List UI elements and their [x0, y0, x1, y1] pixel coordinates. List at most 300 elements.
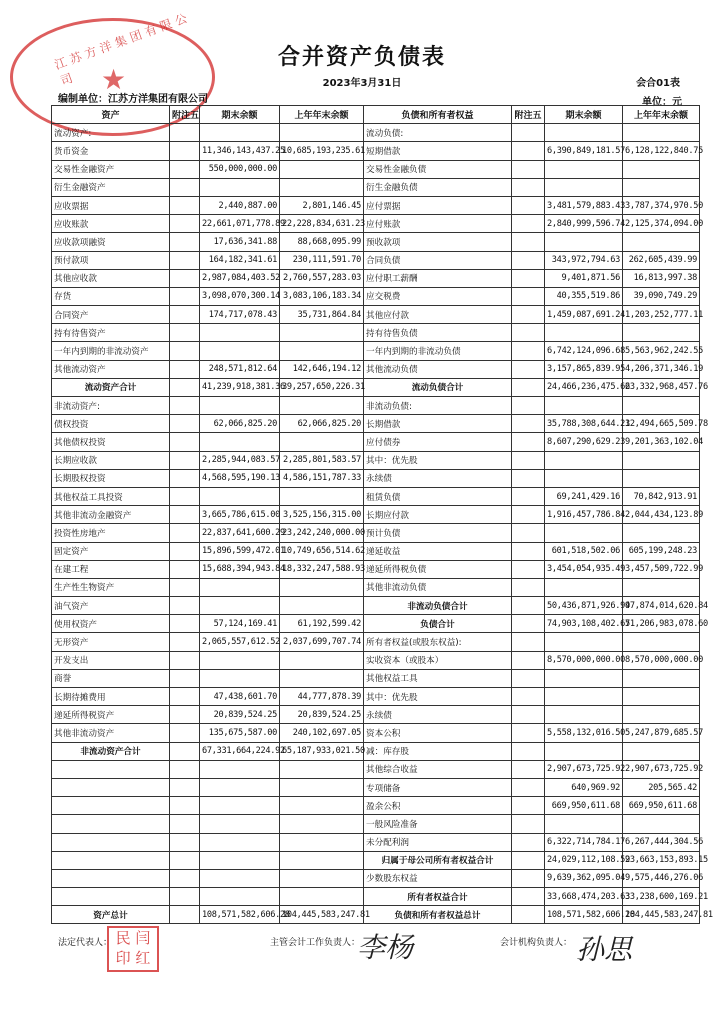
amount-cell — [280, 433, 364, 451]
row-label: 一年内到期的非流动资产 — [52, 342, 170, 360]
amount-cell — [623, 742, 700, 760]
note-cell — [512, 669, 545, 687]
note-cell — [512, 851, 545, 869]
amount-cell: 24,029,112,108.59 — [545, 851, 623, 869]
row-label: 应收票据 — [52, 196, 170, 214]
accounting-org-head-label: 会计机构负责人： — [500, 938, 573, 948]
note-cell — [170, 433, 200, 451]
currency-unit: 单位：元 — [642, 97, 682, 108]
amount-cell: 39,257,650,226.31 — [280, 378, 364, 396]
amount-cell — [623, 524, 700, 542]
amount-cell — [623, 324, 700, 342]
amount-cell — [623, 688, 700, 706]
note-cell — [170, 815, 200, 833]
amount-cell: 22,837,641,600.29 — [200, 524, 280, 542]
amount-cell — [280, 815, 364, 833]
amount-cell: 3,525,156,315.00 — [280, 506, 364, 524]
amount-cell — [200, 833, 280, 851]
note-cell — [170, 524, 200, 542]
amount-cell — [200, 487, 280, 505]
note-cell — [512, 688, 545, 706]
amount-cell: 4,568,595,190.13 — [200, 469, 280, 487]
note-cell — [170, 415, 200, 433]
table-row — [52, 833, 700, 851]
note-cell — [170, 506, 200, 524]
table-row — [52, 669, 700, 687]
row-label: 资本公积 — [364, 724, 512, 742]
amount-cell — [623, 706, 700, 724]
table-row — [52, 324, 700, 342]
table-row — [52, 815, 700, 833]
row-label: 永续债 — [364, 469, 512, 487]
row-label — [52, 833, 170, 851]
amount-cell: 61,192,599.42 — [280, 615, 364, 633]
amount-cell: 9,401,871.56 — [545, 269, 623, 287]
amount-cell — [280, 651, 364, 669]
amount-cell — [200, 869, 280, 887]
row-label: 货币资金 — [52, 142, 170, 160]
amount-cell: 1,203,252,777.11 — [623, 306, 700, 324]
note-cell — [512, 724, 545, 742]
note-cell — [170, 306, 200, 324]
row-label: 所有者权益(或股东权益): — [364, 633, 512, 651]
table-row — [52, 506, 700, 524]
amount-cell: 2,801,146.45 — [280, 196, 364, 214]
amount-cell: 2,125,374,094.00 — [623, 215, 700, 233]
table-row — [52, 633, 700, 651]
amount-cell: 15,688,394,943.84 — [200, 560, 280, 578]
row-label: 永续债 — [364, 706, 512, 724]
row-label — [52, 888, 170, 906]
amount-cell: 8,570,000,000.00 — [623, 651, 700, 669]
amount-cell — [200, 851, 280, 869]
row-label: 长期借款 — [364, 415, 512, 433]
table-row — [52, 124, 700, 142]
note-cell — [512, 633, 545, 651]
table-row — [52, 160, 700, 178]
note-cell — [170, 451, 200, 469]
row-label: 其他权益工具投资 — [52, 487, 170, 505]
amount-cell — [545, 451, 623, 469]
amount-cell — [545, 742, 623, 760]
amount-cell: 65,187,933,021.50 — [280, 742, 364, 760]
row-label: 应付账款 — [364, 215, 512, 233]
note-cell — [512, 233, 545, 251]
note-cell — [170, 287, 200, 305]
note-cell — [512, 706, 545, 724]
col-header: 上年年末余额 — [280, 106, 364, 124]
amount-cell — [623, 178, 700, 196]
note-cell — [512, 869, 545, 887]
row-label: 无形资产 — [52, 633, 170, 651]
amount-cell — [280, 124, 364, 142]
amount-cell — [280, 778, 364, 796]
note-cell — [512, 578, 545, 596]
table-row — [52, 269, 700, 287]
table-row — [52, 688, 700, 706]
amount-cell — [545, 669, 623, 687]
note-cell — [512, 124, 545, 142]
note-cell — [170, 760, 200, 778]
amount-cell — [200, 324, 280, 342]
amount-cell: 57,124,169.41 — [200, 615, 280, 633]
amount-cell: 2,044,434,123.89 — [623, 506, 700, 524]
note-cell — [170, 688, 200, 706]
row-label: 预收款项 — [364, 233, 512, 251]
table-row — [52, 233, 700, 251]
note-cell — [170, 833, 200, 851]
amount-cell — [200, 178, 280, 196]
row-label — [52, 815, 170, 833]
row-label: 生产性生物资产 — [52, 578, 170, 596]
table-row — [52, 760, 700, 778]
row-label: 未分配利润 — [364, 833, 512, 851]
row-label: 预付款项 — [52, 251, 170, 269]
note-cell — [170, 724, 200, 742]
table-row — [52, 342, 700, 360]
amount-cell — [280, 833, 364, 851]
row-label: 流动负债: — [364, 124, 512, 142]
amount-cell: 44,777,878.39 — [280, 688, 364, 706]
note-cell — [512, 397, 545, 415]
balance-sheet-table — [51, 105, 713, 924]
col-header: 负债和所有者权益 — [364, 106, 512, 124]
amount-cell — [545, 324, 623, 342]
amount-cell: 2,440,887.00 — [200, 196, 280, 214]
note-cell — [170, 651, 200, 669]
amount-cell — [200, 397, 280, 415]
amount-cell: 2,907,673,725.92 — [623, 760, 700, 778]
amount-cell — [280, 797, 364, 815]
row-label: 应付债券 — [364, 433, 512, 451]
table-row — [52, 888, 700, 906]
note-cell — [512, 542, 545, 560]
note-cell — [512, 742, 545, 760]
row-label: 应收款项融资 — [52, 233, 170, 251]
amount-cell: 8,607,290,629.23 — [545, 433, 623, 451]
amount-cell: 74,903,108,402.65 — [545, 615, 623, 633]
amount-cell: 640,969.92 — [545, 778, 623, 796]
row-label: 长期待摊费用 — [52, 688, 170, 706]
note-cell — [512, 178, 545, 196]
amount-cell: 248,571,812.64 — [200, 360, 280, 378]
row-label: 其他非流动资产 — [52, 724, 170, 742]
row-label: 固定资产 — [52, 542, 170, 560]
amount-cell: 11,346,143,437.25 — [200, 142, 280, 160]
amount-cell: 3,083,106,183.34 — [280, 287, 364, 305]
note-cell — [512, 451, 545, 469]
row-label: 减：库存股 — [364, 742, 512, 760]
table-row — [52, 142, 700, 160]
amount-cell: 605,199,248.23 — [623, 542, 700, 560]
row-label: 负债合计 — [364, 615, 512, 633]
note-cell — [512, 269, 545, 287]
table-header-row — [52, 106, 700, 124]
row-label: 存货 — [52, 287, 170, 305]
amount-cell: 39,090,749.29 — [623, 287, 700, 305]
row-label: 少数股东权益 — [364, 869, 512, 887]
note-cell — [170, 196, 200, 214]
row-label: 其他非流动金融资产 — [52, 506, 170, 524]
note-cell — [512, 906, 545, 924]
note-cell — [512, 888, 545, 906]
amount-cell — [623, 815, 700, 833]
table-row — [52, 251, 700, 269]
amount-cell — [200, 669, 280, 687]
note-cell — [170, 469, 200, 487]
amount-cell: 41,239,918,381.36 — [200, 378, 280, 396]
legal-rep-label: 法定代表人： — [58, 938, 113, 948]
note-cell — [170, 633, 200, 651]
amount-cell: 33,668,474,203.63 — [545, 888, 623, 906]
note-cell — [170, 615, 200, 633]
row-label: 其他应付款 — [364, 306, 512, 324]
amount-cell: 50,436,871,926.99 — [545, 597, 623, 615]
amount-cell — [200, 778, 280, 796]
table-row — [52, 597, 700, 615]
amount-cell: 174,717,078.43 — [200, 306, 280, 324]
row-label: 开发支出 — [52, 651, 170, 669]
table-row — [52, 615, 700, 633]
note-cell — [512, 760, 545, 778]
amount-cell: 4,586,151,787.33 — [280, 469, 364, 487]
table-row — [52, 287, 700, 305]
amount-cell: 142,646,194.12 — [280, 360, 364, 378]
row-label: 长期应付款 — [364, 506, 512, 524]
row-label: 应付职工薪酬 — [364, 269, 512, 287]
amount-cell — [280, 869, 364, 887]
amount-cell — [200, 342, 280, 360]
amount-cell — [280, 851, 364, 869]
row-label: 其中：优先股 — [364, 688, 512, 706]
note-cell — [512, 487, 545, 505]
amount-cell — [545, 578, 623, 596]
row-label — [52, 869, 170, 887]
amount-cell: 3,787,374,970.50 — [623, 196, 700, 214]
note-cell — [170, 742, 200, 760]
amount-cell — [545, 233, 623, 251]
amount-cell — [280, 888, 364, 906]
amount-cell: 4,206,371,346.19 — [623, 360, 700, 378]
amount-cell — [623, 233, 700, 251]
note-cell — [170, 142, 200, 160]
table-row — [52, 415, 700, 433]
amount-cell: 10,685,193,235.61 — [280, 142, 364, 160]
amount-cell — [280, 324, 364, 342]
row-label: 其他应收款 — [52, 269, 170, 287]
report-date: 2023年3月31日 — [322, 78, 402, 89]
amount-cell — [280, 487, 364, 505]
amount-cell: 9,201,363,102.04 — [623, 433, 700, 451]
amount-cell: 2,760,557,283.03 — [280, 269, 364, 287]
row-label: 流动负债合计 — [364, 378, 512, 396]
amount-cell: 47,874,014,620.84 — [623, 597, 700, 615]
amount-cell: 2,907,673,725.92 — [545, 760, 623, 778]
row-label: 在建工程 — [52, 560, 170, 578]
row-label: 非流动资产合计 — [52, 742, 170, 760]
amount-cell — [280, 669, 364, 687]
amount-cell: 9,639,362,095.04 — [545, 869, 623, 887]
amount-cell — [200, 124, 280, 142]
row-label: 资产总计 — [52, 906, 170, 924]
table-row — [52, 906, 700, 924]
amount-cell: 8,570,000,000.00 — [545, 651, 623, 669]
accounting-head-signature: 李杨 — [357, 931, 414, 964]
amount-cell: 3,157,865,839.95 — [545, 360, 623, 378]
note-cell — [512, 360, 545, 378]
row-label: 商誉 — [52, 669, 170, 687]
note-cell — [512, 324, 545, 342]
amount-cell — [280, 760, 364, 778]
row-label: 非流动负债: — [364, 397, 512, 415]
note-cell — [512, 615, 545, 633]
note-cell — [170, 215, 200, 233]
row-label: 其他流动负债 — [364, 360, 512, 378]
table-row — [52, 378, 700, 396]
row-label: 递延收益 — [364, 542, 512, 560]
amount-cell: 6,267,444,304.56 — [623, 833, 700, 851]
page-title: 合并资产负债表 — [277, 44, 446, 70]
amount-cell: 23,332,968,457.76 — [623, 378, 700, 396]
amount-cell: 3,098,070,300.14 — [200, 287, 280, 305]
col-header: 资产 — [52, 106, 170, 124]
table-row — [52, 360, 700, 378]
amount-cell: 35,731,864.84 — [280, 306, 364, 324]
row-label: 其他流动资产 — [52, 360, 170, 378]
amount-cell: 2,037,699,707.74 — [280, 633, 364, 651]
amount-cell: 22,661,071,778.89 — [200, 215, 280, 233]
row-label: 应付票据 — [364, 196, 512, 214]
row-label: 衍生金融资产 — [52, 178, 170, 196]
row-label: 衍生金融负债 — [364, 178, 512, 196]
accounting-org-head-signature: 孙思 — [576, 933, 633, 966]
note-cell — [512, 597, 545, 615]
row-label: 流动资产合计 — [52, 378, 170, 396]
amount-cell: 10,749,656,514.62 — [280, 542, 364, 560]
note-cell — [170, 906, 200, 924]
amount-cell: 5,558,132,016.50 — [545, 724, 623, 742]
note-cell — [170, 706, 200, 724]
amount-cell: 3,454,054,935.49 — [545, 560, 623, 578]
table-row — [52, 397, 700, 415]
amount-cell: 104,445,583,247.81 — [623, 906, 700, 924]
amount-cell — [545, 469, 623, 487]
note-cell — [170, 597, 200, 615]
amount-cell — [200, 651, 280, 669]
note-cell — [512, 778, 545, 796]
amount-cell: 15,896,599,472.01 — [200, 542, 280, 560]
amount-cell: 205,565.42 — [623, 778, 700, 796]
amount-cell: 5,247,879,685.57 — [623, 724, 700, 742]
row-label: 租赁负债 — [364, 487, 512, 505]
amount-cell: 69,241,429.16 — [545, 487, 623, 505]
row-label: 其他债权投资 — [52, 433, 170, 451]
row-label: 持有待售负债 — [364, 324, 512, 342]
amount-cell: 32,494,665,509.78 — [623, 415, 700, 433]
amount-cell — [545, 688, 623, 706]
amount-cell — [200, 578, 280, 596]
row-label: 交易性金融负债 — [364, 160, 512, 178]
note-cell — [170, 487, 200, 505]
table-row — [52, 742, 700, 760]
accounting-head-label: 主管会计工作负责人： — [270, 938, 361, 948]
note-cell — [170, 542, 200, 560]
amount-cell: 40,355,519.86 — [545, 287, 623, 305]
amount-cell — [545, 124, 623, 142]
amount-cell: 135,675,587.00 — [200, 724, 280, 742]
amount-cell: 2,065,557,612.52 — [200, 633, 280, 651]
amount-cell: 343,972,794.63 — [545, 251, 623, 269]
amount-cell: 22,228,834,631.23 — [280, 215, 364, 233]
amount-cell: 1,459,087,691.24 — [545, 306, 623, 324]
amount-cell: 2,987,084,403.52 — [200, 269, 280, 287]
amount-cell: 240,102,697.05 — [280, 724, 364, 742]
amount-cell — [545, 397, 623, 415]
amount-cell: 24,466,236,475.66 — [545, 378, 623, 396]
note-cell — [170, 869, 200, 887]
row-label: 使用权资产 — [52, 615, 170, 633]
note-cell — [512, 524, 545, 542]
amount-cell: 20,839,524.25 — [200, 706, 280, 724]
note-cell — [170, 778, 200, 796]
table-row — [52, 560, 700, 578]
table-row — [52, 178, 700, 196]
row-label: 流动资产: — [52, 124, 170, 142]
note-cell — [512, 160, 545, 178]
amount-cell: 108,571,582,606.28 — [545, 906, 623, 924]
table-row — [52, 306, 700, 324]
amount-cell — [280, 397, 364, 415]
note-cell — [170, 269, 200, 287]
col-header: 附注五 — [512, 106, 545, 124]
note-cell — [170, 251, 200, 269]
amount-cell — [200, 815, 280, 833]
amount-cell — [200, 597, 280, 615]
amount-cell: 2,840,999,596.74 — [545, 215, 623, 233]
amount-cell: 18,332,247,588.93 — [280, 560, 364, 578]
amount-cell: 6,322,714,784.17 — [545, 833, 623, 851]
table-row — [52, 706, 700, 724]
row-label: 应收账款 — [52, 215, 170, 233]
amount-cell: 262,605,439.99 — [623, 251, 700, 269]
amount-cell: 164,182,341.61 — [200, 251, 280, 269]
row-label: 持有待售资产 — [52, 324, 170, 342]
row-label — [52, 778, 170, 796]
note-cell — [512, 215, 545, 233]
table-row — [52, 851, 700, 869]
col-header: 期末余额 — [200, 106, 280, 124]
row-label: 交易性金融资产 — [52, 160, 170, 178]
seal-star-icon: ★ — [101, 63, 127, 96]
row-label: 其他权益工具 — [364, 669, 512, 687]
row-label — [52, 760, 170, 778]
table-row — [52, 724, 700, 742]
amount-cell — [280, 578, 364, 596]
row-label: 递延所得税负债 — [364, 560, 512, 578]
note-cell — [512, 833, 545, 851]
legal-rep-stamp: 民 闫 印 红 — [107, 926, 159, 972]
row-label: 合同资产 — [52, 306, 170, 324]
note-cell — [170, 324, 200, 342]
table-row — [52, 797, 700, 815]
row-label: 专项储备 — [364, 778, 512, 796]
row-label: 长期股权投资 — [52, 469, 170, 487]
amount-cell: 23,663,153,893.15 — [623, 851, 700, 869]
amount-cell — [623, 397, 700, 415]
amount-cell — [280, 342, 364, 360]
row-label: 投资性房地产 — [52, 524, 170, 542]
row-label: 盈余公积 — [364, 797, 512, 815]
